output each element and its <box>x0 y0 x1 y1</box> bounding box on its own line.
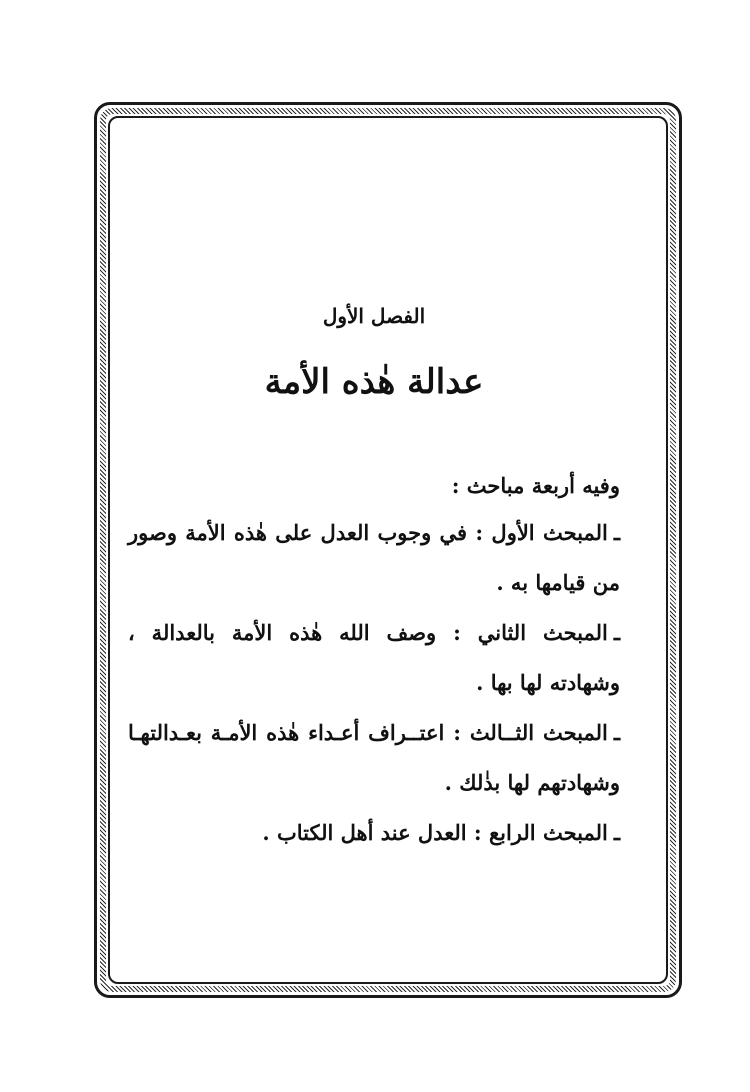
sections-intro: وفيه أربعة مباحث : <box>451 473 620 498</box>
section-item-4 <box>128 808 620 858</box>
section-text: المبحث الثاني : وصف الله هٰذه الأمة بالعدالة ، وشهادته لها بها . <box>128 620 620 695</box>
section-dash: ـ <box>613 820 620 845</box>
sections-list <box>128 508 620 858</box>
section-dash: ـ <box>613 620 620 645</box>
section-item-3 <box>128 708 620 808</box>
chapter-label: الفصل الأول <box>322 304 426 328</box>
section-text: المبحث الأول : في وجوب العدل على هٰذه الأمة وصور من قيامها به . <box>128 520 620 595</box>
section-item-1 <box>128 508 620 608</box>
section-text: المبحث الرابع : العدل عند أهل الكتاب . <box>262 820 608 845</box>
section-text: المبحث الثــالث : اعتــراف أعـداء هٰذه الأمـة بعـدالتهـا وشهادتهم لها بذٰلك . <box>128 720 620 795</box>
section-dash: ـ <box>613 520 620 545</box>
section-item-2 <box>128 608 620 708</box>
section-dash: ـ <box>613 720 620 745</box>
chapter-title: عدالة هٰذه الأمة <box>264 362 484 402</box>
page-content <box>128 296 620 858</box>
